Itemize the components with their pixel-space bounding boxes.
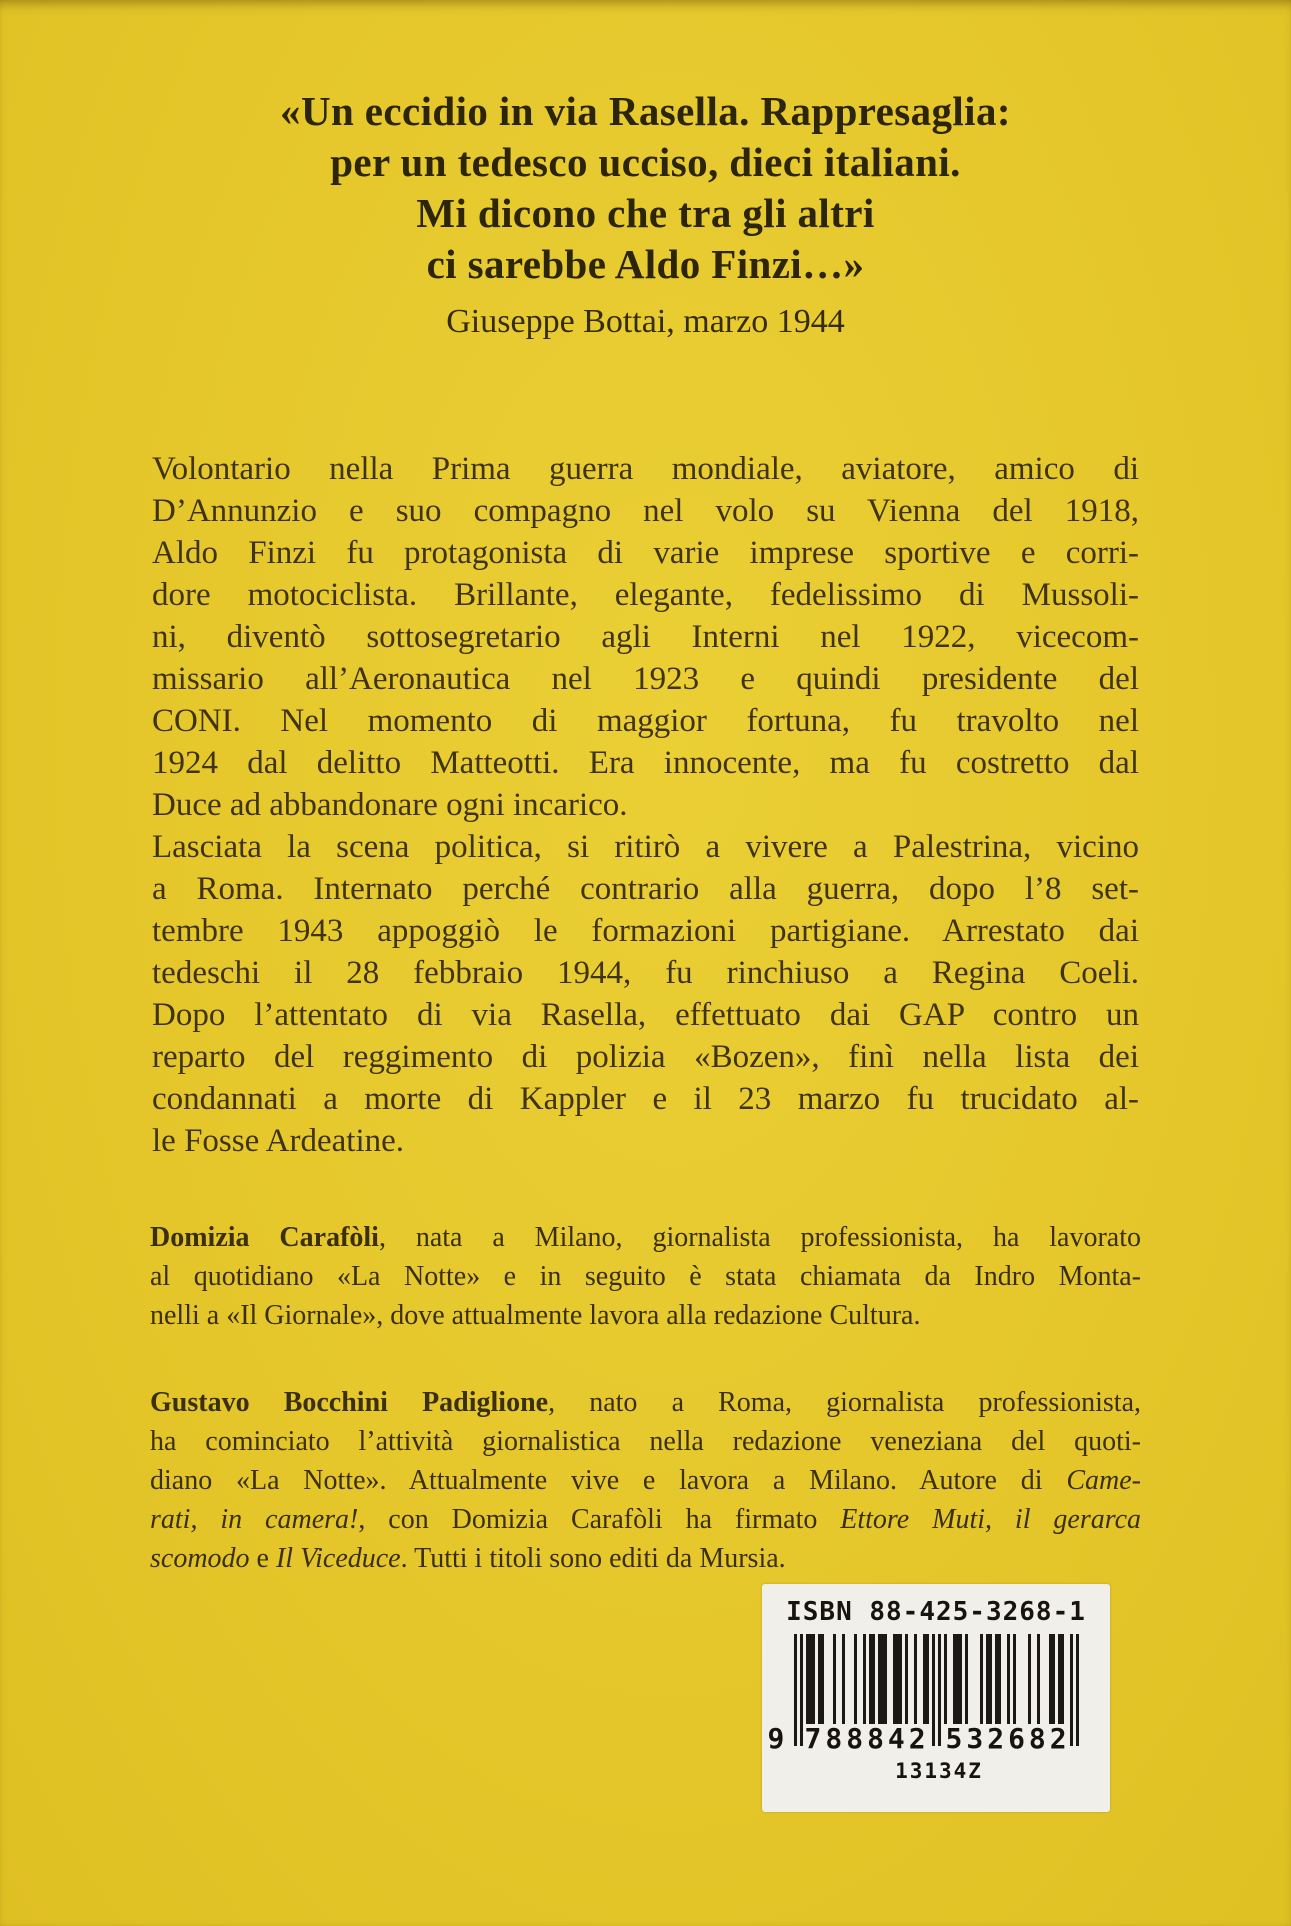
author-notes xyxy=(150,1218,1141,1578)
text-segment: , nata a Milano, giornalista professionista, ha lavorato xyxy=(378,1222,1141,1253)
body-line: CONI. Nel momento di maggior fortuna, fu travolto nel xyxy=(152,703,1139,739)
barcode-digit-lead: 9 xyxy=(767,1722,785,1755)
text-segment: ha cominciato l’attività giornalistica nella redazione veneziana del quoti- xyxy=(150,1426,1141,1457)
text-segment: e xyxy=(249,1543,276,1574)
barcode-digits-group1: 788842 xyxy=(804,1722,930,1755)
text-segment: scomodo xyxy=(150,1543,250,1574)
body-line: Volontario nella Prima guerra mondiale, aviatore, amico di xyxy=(152,451,1139,487)
text-segment: Came- xyxy=(1066,1465,1141,1496)
isbn-label: ISBN 88-425-3268-1 xyxy=(786,1597,1086,1627)
body-line: dore motociclista. Brillante, elegante, fedelissimo di Mussoli- xyxy=(152,577,1139,613)
barcode-digits xyxy=(767,1722,1079,1756)
barcode xyxy=(767,1634,1079,1758)
text-segment: rati, in camera! xyxy=(150,1504,359,1535)
text-segment: . Tutti i titoli sono editi da Mursia. xyxy=(400,1543,786,1574)
body-line: Dopo l’attentato di via Rasella, effettuato dai GAP contro un xyxy=(152,997,1139,1033)
text-segment: nelli a «Il Giornale», dove attualmente lavora alla redazione Cultura. xyxy=(150,1300,921,1331)
text-segment: Gustavo Bocchini Padiglione xyxy=(150,1387,549,1418)
body-line: Duce ad abbandonare ogni incarico. xyxy=(152,787,628,823)
body-line: reparto del reggimento di polizia «Bozen», finì nella lista dei xyxy=(152,1039,1139,1075)
author-note xyxy=(150,1218,1141,1335)
biography-text xyxy=(152,448,1139,1162)
body-line: condannati a morte di Kappler e il 23 marzo fu trucidato al- xyxy=(152,1081,1139,1117)
body-line: missario all’Aeronautica nel 1923 e quindi presidente del xyxy=(152,661,1139,697)
text-segment: Il Viceduce xyxy=(275,1543,401,1574)
quote-line: per un tedesco ucciso, dieci italiani. xyxy=(330,139,961,185)
author-line xyxy=(150,1257,1141,1296)
biography-paragraph xyxy=(152,826,1139,1162)
author-note xyxy=(150,1383,1141,1578)
biography-paragraph xyxy=(152,448,1139,826)
author-line xyxy=(150,1218,1141,1257)
quote-line: «Un eccidio in via Rasella. Rappresaglia: xyxy=(280,88,1011,134)
body-line: tedeschi il 28 febbraio 1944, fu rinchiuso a Regina Coeli. xyxy=(152,955,1139,991)
text-segment: al quotidiano «La Notte» e in seguito è stata chiamata da Indro Monta- xyxy=(150,1261,1141,1292)
body-line: 1924 dal delitto Matteotti. Era innocente, ma fu costretto dal xyxy=(152,745,1139,781)
quote-attribution: Giuseppe Bottai, marzo 1944 xyxy=(446,303,845,340)
author-line xyxy=(150,1422,1141,1461)
body-line: D’Annunzio e suo compagno nel volo su Vienna del 1918, xyxy=(152,493,1139,529)
quote-block xyxy=(40,86,1251,290)
text-segment: , nato a Roma, giornalista professionista, xyxy=(548,1387,1141,1418)
isbn-barcode-box xyxy=(762,1584,1110,1812)
body-line: le Fosse Ardeatine. xyxy=(152,1123,405,1159)
text-segment: Ettore Muti, il gerarca xyxy=(840,1504,1142,1535)
body-line: Lasciata la scena politica, si ritirò a vivere a Palestrina, vicino xyxy=(152,829,1139,865)
barcode-digits-group2: 532682 xyxy=(945,1722,1071,1755)
author-line xyxy=(150,1383,1141,1422)
text-segment: Domizia Carafòli xyxy=(150,1222,379,1253)
author-line xyxy=(150,1539,1141,1578)
body-line: tembre 1943 appoggiò le formazioni partigiane. Arrestato dai xyxy=(152,913,1139,949)
publisher-code: 13134Z xyxy=(895,1759,983,1783)
body-line: ni, diventò sottosegretario agli Interni nel 1922, vicecom- xyxy=(152,619,1139,655)
author-line xyxy=(150,1500,1141,1539)
author-line xyxy=(150,1461,1141,1500)
body-line: a Roma. Internato perché contrario alla guerra, dopo l’8 set- xyxy=(152,871,1139,907)
text-segment: diano «La Notte». Attualmente vive e lavora a Milano. Autore di xyxy=(150,1465,1067,1496)
quote-line: Mi dicono che tra gli altri xyxy=(416,190,875,236)
body-line: Aldo Finzi fu protagonista di varie imprese sportive e corri- xyxy=(152,535,1139,571)
quote-line: ci sarebbe Aldo Finzi…» xyxy=(426,241,865,287)
text-segment: , con Domizia Carafòli ha firmato xyxy=(358,1504,841,1535)
author-line xyxy=(150,1296,1141,1335)
